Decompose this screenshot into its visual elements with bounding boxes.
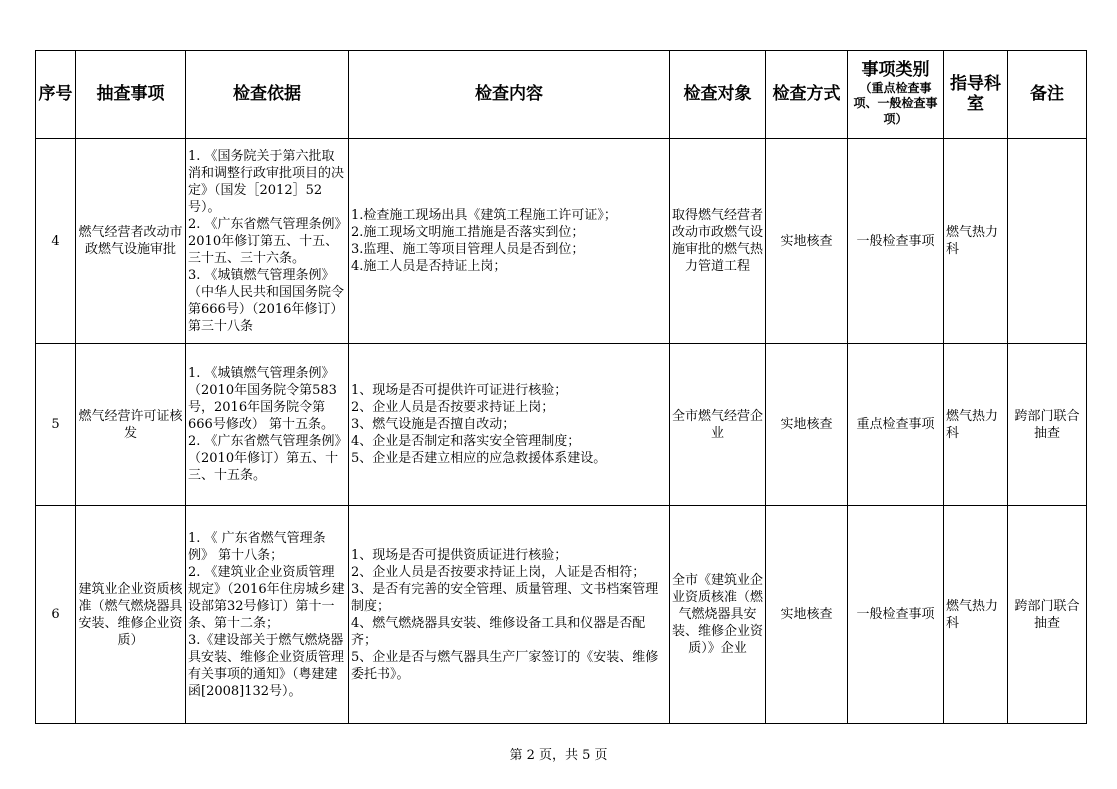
cell-seq: 6 bbox=[36, 506, 76, 724]
header-content: 检查内容 bbox=[349, 51, 670, 139]
header-category-title: 事项类别 bbox=[861, 60, 930, 81]
page-footer: 第 2 页，共 5 页 bbox=[509, 748, 608, 763]
cell-content bbox=[349, 506, 670, 724]
content-line: 4、燃气燃烧器具安装、维修设备工具和仪器是否配齐； bbox=[351, 615, 646, 648]
header-method: 检查方式 bbox=[766, 51, 848, 139]
cell-content bbox=[349, 344, 670, 506]
table-row bbox=[36, 139, 1087, 344]
cell-target: 全市燃气经营企业 bbox=[670, 344, 766, 506]
header-dept: 指导科室 bbox=[944, 51, 1008, 139]
cell-note bbox=[1008, 139, 1087, 344]
content-line: 1、现场是否可提供资质证进行核验； bbox=[351, 547, 568, 563]
header-note: 备注 bbox=[1008, 51, 1087, 139]
table-header-row bbox=[36, 51, 1087, 139]
content-line: 3、燃气设施是否擅自改动； bbox=[351, 417, 516, 432]
cell-category: 一般检查事项 bbox=[848, 506, 944, 724]
content-line: 2、企业人员是否按要求持证上岗； bbox=[351, 400, 555, 415]
inspection-table bbox=[35, 50, 1087, 724]
content-line: 5、企业是否与燃气器具生产厂家签订的《安装、维修委托书》。 bbox=[351, 649, 659, 682]
cell-dept: 燃气热力科 bbox=[944, 139, 1008, 344]
cell-content bbox=[349, 139, 670, 344]
header-basis: 检查依据 bbox=[186, 51, 349, 139]
content-line: 3、是否有完善的安全管理、质量管理、文书档案管理制度； bbox=[351, 581, 659, 614]
table-row bbox=[36, 506, 1087, 724]
cell-target: 全市《建筑业企业资质核准（燃气燃烧器具安装、维修企业资质）》企业 bbox=[670, 506, 766, 724]
header-category bbox=[848, 51, 944, 139]
cell-category: 重点检查事项 bbox=[848, 344, 944, 506]
cell-method: 实地核查 bbox=[766, 139, 848, 344]
cell-basis bbox=[186, 506, 349, 724]
cell-note: 跨部门联合抽查 bbox=[1008, 344, 1087, 506]
content-line: 4、企业是否制定和落实安全管理制度； bbox=[351, 434, 581, 449]
cell-item: 建筑业企业资质核准（燃气燃烧器具安装、维修企业资质） bbox=[76, 506, 186, 724]
cell-seq: 4 bbox=[36, 139, 76, 344]
cell-method: 实地核查 bbox=[766, 506, 848, 724]
header-seq: 序号 bbox=[36, 51, 76, 139]
cell-seq: 5 bbox=[36, 344, 76, 506]
basis-text: 1. 《城镇燃气管理条例》（2010年国务院令第583号，2016年国务院令第666号修改） 第十五条。 2. 《广东省燃气管理条例》（2010年修订）第五、十三、十五条。 bbox=[188, 366, 342, 483]
cell-method: 实地核查 bbox=[766, 344, 848, 506]
cell-target: 取得燃气经营者改动市政燃气设施审批的燃气热力管道工程 bbox=[670, 139, 766, 344]
cell-note: 跨部门联合抽查 bbox=[1008, 506, 1087, 724]
cell-basis bbox=[186, 139, 349, 344]
cell-item: 燃气经营者改动市政燃气设施审批 bbox=[76, 139, 186, 344]
content-line: 1.检查施工现场出具《建筑工程施工许可证》； bbox=[351, 208, 617, 223]
content-line: 2、企业人员是否按要求持证上岗，人证是否相符； bbox=[351, 564, 646, 580]
content-line: 2.施工现场文明施工措施是否落实到位； bbox=[351, 225, 585, 240]
header-item: 抽查事项 bbox=[76, 51, 186, 139]
cell-dept: 燃气热力科 bbox=[944, 506, 1008, 724]
content-line: 4.施工人员是否持证上岗； bbox=[351, 259, 507, 274]
cell-basis bbox=[186, 344, 349, 506]
cell-dept: 燃气热力科 bbox=[944, 344, 1008, 506]
header-target: 检查对象 bbox=[670, 51, 766, 139]
table-row bbox=[36, 344, 1087, 506]
cell-category: 一般检查事项 bbox=[848, 139, 944, 344]
basis-text: 1. 《 广东省燃气管理条例》 第十八条； 2. 《建筑业企业资质管理规定》（2016年住房城乡建设部第32号修订）第十一条、第十二条； 3.《建设部关于燃气燃烧器具安装、维修企业资质管理有关事项的通知》（粤建建函[2008]132号）。 bbox=[188, 530, 345, 699]
header-category-sub: （重点检查事项、一般检查事项） bbox=[853, 80, 938, 127]
content-line: 3.监理、施工等项目管理人员是否到位； bbox=[351, 242, 585, 257]
content-line: 1、现场是否可提供许可证进行核验； bbox=[351, 383, 568, 398]
cell-item: 燃气经营许可证核发 bbox=[76, 344, 186, 506]
content-line: 5、企业是否建立相应的应急救援体系建设。 bbox=[351, 451, 607, 466]
basis-text: 1. 《国务院关于第六批取消和调整行政审批项目的决定》（国发［2012］52号）。 2. 《广东省燃气管理条例》2010年修订第五、十五、三十五、三十六条。 3. 《城镇燃气管理条例》（中华人民共和国国务院令第666号）（2016年修订）第三十八条 bbox=[188, 148, 345, 334]
